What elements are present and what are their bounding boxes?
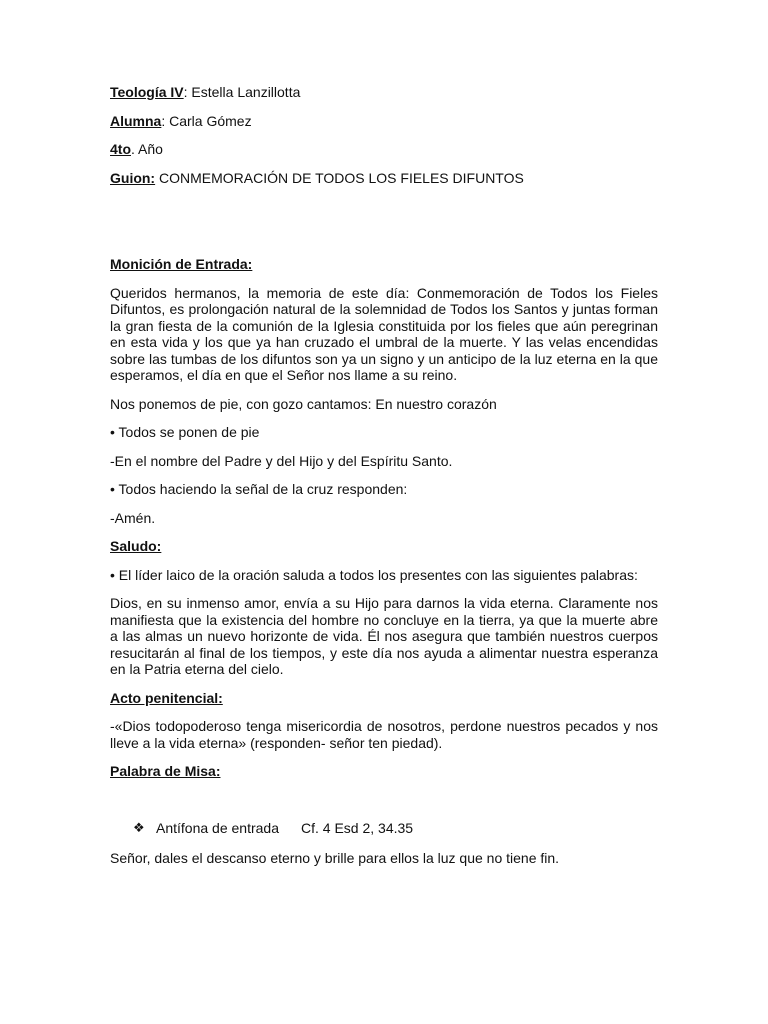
list-item	[110, 820, 658, 837]
script-title-line	[110, 170, 658, 187]
student-line	[110, 113, 658, 130]
entrada-line-2: • Todos se ponen de pie	[110, 424, 260, 440]
spacer	[110, 198, 658, 256]
year-line	[110, 141, 658, 158]
section-heading-saludo: Saludo:	[110, 538, 162, 554]
year-value: . Año	[131, 141, 163, 157]
section-heading-penitencial: Acto penitencial:	[110, 689, 223, 706]
entrada-line-3: -En el nombre del Padre y del Hijo y del Espíritu Santo.	[110, 452, 453, 469]
section-heading-entrada: Monición de Entrada:	[110, 256, 253, 272]
year-label: 4to	[110, 141, 131, 157]
student-label: Alumna	[110, 112, 162, 129]
section-heading-misa: Palabra de Misa:	[110, 763, 221, 779]
saludo-intro: • El líder laico de la oración saluda a todos los presentes con las siguientes palabras:	[110, 566, 638, 583]
bullet-reference: Cf. 4 Esd 2, 34.35	[301, 819, 414, 836]
script-label: Guion:	[110, 169, 156, 186]
teacher-value: : Estella Lanzillotta	[183, 84, 301, 100]
student-value: : Carla Gómez	[161, 112, 252, 129]
misa-bullet-list	[110, 820, 658, 837]
entrada-line-1: Nos ponemos de pie, con gozo cantamos: En nuestro corazón	[110, 395, 497, 412]
antiphon-text: Señor, dales el descanso eterno y brille para ellos la luz que no tiene fin.	[110, 850, 560, 866]
teacher-line	[110, 84, 658, 101]
diamond-bullet-icon: ❖	[133, 819, 145, 835]
entrada-line-4: • Todos haciendo la señal de la cruz responden:	[110, 481, 408, 497]
saludo-paragraph: Dios, en su inmenso amor, envía a su Hijo para darnos la vida eterna. Claramente nos manifiesta que la existencia del hombre no concluye en la tierra, ya que la muerte abre a las almas un nuevo horizonte de vida. Él nos asegura que también nuestros cuerpos resucitarán al final de los tiempos, y este día nos ayuda a alimentar nuestra esperanza en la Patria eterna del cielo.	[110, 595, 658, 677]
teacher-label: Teología IV	[110, 84, 184, 100]
penitencial-paragraph: -«Dios todopoderoso tenga misericordia de nosotros, perdone nuestros pecados y nos lleve a la vida eterna» (responden- señor ten piedad).	[110, 718, 658, 751]
entrada-line-5: -Amén.	[110, 509, 156, 526]
script-value: CONMEMORACIÓN DE TODOS LOS FIELES DIFUNTOS	[155, 169, 524, 186]
bullet-label: Antífona de entrada	[156, 819, 279, 836]
entrada-paragraph: Queridos hermanos, la memoria de este día: Conmemoración de Todos los Fieles Difuntos, es prolongación natural de la solemnidad de Todos los Santos y juntas forman la gran fiesta de la comunión de la Iglesia constituida por los fieles que aún peregrinan en esta vida y los que ya han cruzado el umbral de la muerte. Y las velas encendidas sobre las tumbas de los difuntos son ya un signo y un anticipo de la luz eterna en la que esperamos, el día en que el Señor nos llame a su reino.	[110, 284, 658, 383]
document-page	[110, 84, 658, 879]
